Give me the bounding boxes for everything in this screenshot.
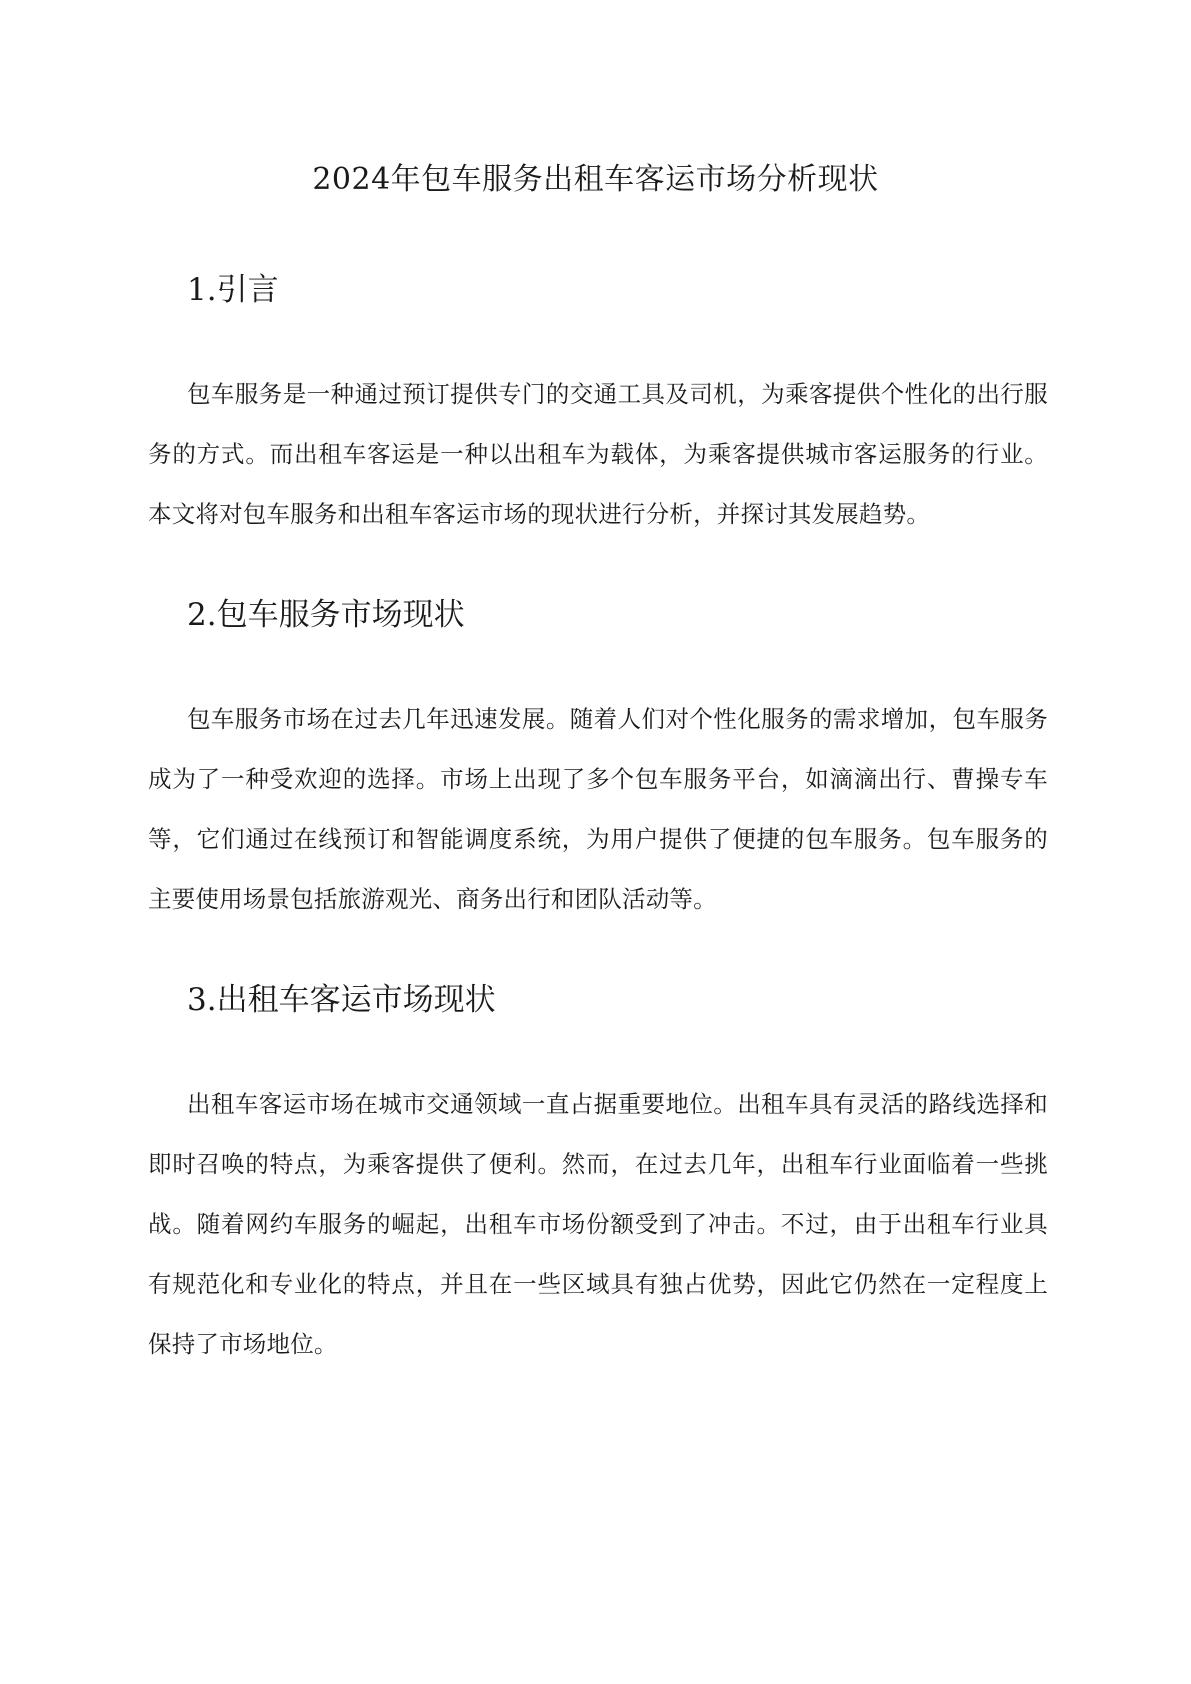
- section-paragraph-charter-market: 包车服务市场在过去几年迅速发展。随着人们对个性化服务的需求增加，包车服务成为了一种受欢迎的选择。市场上出现了多个包车服务平台，如滴滴出行、曹操专车等，它们通过在线预订和智能调度系统，为用户提供了便捷的包车服务。包车服务的主要使用场景包括旅游观光、商务出行和团队活动等。: [148, 705, 1048, 913]
- section-heading-taxi-market: 3.出租车客运市场现状: [187, 982, 496, 1018]
- document-title: 2024年包车服务出租车客运市场分析现状: [312, 162, 879, 197]
- section-heading-charter-market: 2.包车服务市场现状: [187, 597, 465, 633]
- section-paragraph-taxi-market: 出租车客运市场在城市交通领域一直占据重要地位。出租车具有灵活的路线选择和即时召唤的特点，为乘客提供了便利。然而，在过去几年，出租车行业面临着一些挑战。随着网约车服务的崛起，出租车市场份额受到了冲击。不过，由于出租车行业具有规范化和专业化的特点，并且在一些区域具有独占优势，因此它仍然在一定程度上保持了市场地位。: [148, 1090, 1048, 1358]
- section-paragraph-introduction: 包车服务是一种通过预订提供专门的交通工具及司机，为乘客提供个性化的出行服务的方式。而出租车客运是一种以出租车为载体，为乘客提供城市客运服务的行业。本文将对包车服务和出租车客运市场的现状进行分析，并探讨其发展趋势。: [148, 380, 1048, 528]
- section-heading-introduction: 1.引言: [187, 272, 279, 308]
